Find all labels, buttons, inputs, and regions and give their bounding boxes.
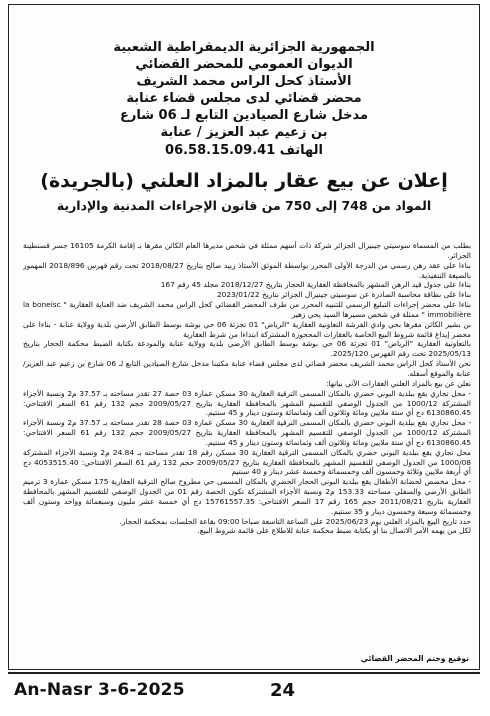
notice-page (8, 4, 480, 670)
letterhead (9, 39, 479, 158)
body-paragraph: بناءا على بطاقة محاسبة الصادرة عن سوسيتي جينيرال الجزائر بتاريخ 2023/01/22 (216, 290, 471, 300)
notice-title: إعلان عن بيع عقار بالمزاد العلني (بالجريدة) (40, 170, 448, 192)
body-paragraph: بطلب من المسماة سوسيتي جينيرال الجزائر شركة ذات أسهم ممثلة في شخص مديرها العام الكائن مقرها بـ إقامة الكرمة 16105 جسر قسنطينة الجزائر. (23, 241, 471, 260)
body-paragraph: نعلن عن بيع بالمزاد العلني العقارات الآتي بيانها: (325, 378, 471, 388)
body-paragraph: - محل تجاري يقع ببلدية البوني حضري بالمكان المسمى الترقية العقارية 30 مسكن عمارة 03 حصة 28 تقدر مساحته بـ 37.57 م2 ونسبة الأجزاء المشتركة 1000/12 من الجدول الوصفي للتقسيم المشهر بالمحافظة العقارية بتاريخ 2009/05/27 حجم 132 رقم 61 السعر الافتتاحي: 6130860.45 دج أي ستة ملايين ومائة وثلاثون ألف وثمانمائة وستون دينار و 45 سنتيم. (23, 418, 471, 447)
notice-subtitle: المواد من 748 إلى 750 من قانون الإجراءات المدنية والإدارية (56, 198, 432, 213)
court-line: محضر قضائي لدى مجلس قضاء عنابة (126, 91, 362, 106)
office-line: الديوان العمومي للمحضر القضائي (135, 57, 353, 72)
body-paragraph: حدد تاريخ البيع بالمزاد العلني يوم 2025/06/23 على الساعة التاسعة صباحا 09:00 بقاعة الجلسات بمحكمة الحجار. (119, 516, 471, 526)
body-paragraph: بناءا على محضر إجراءات التبليغ الرسمي للتنبيه المحرر من طرف المحضر القضائي كحل الراس محمد الشريف ضد العناية العقارية " la boneisc immobilière " ممثلة في شخص مسيرها السيد يحي زهير (23, 300, 471, 319)
bailiff-name: الأستاذ كحل الراس محمد الشريف (136, 74, 352, 89)
phone-number: الهاتف 06.58.15.09.41 (165, 143, 323, 158)
page-footer (8, 672, 480, 712)
notice-body (23, 241, 471, 655)
signature-line: توقيع وختم المحضر القضائي (360, 654, 469, 663)
body-paragraph: نحن الأستاذ كحل الراس محمد الشريف محضر قضائي لدى مجلس قضاء عنابة مكتبنا مدخل شارع الصيادين التابع لـ 06 شارع بن زعيم عبد العزيز/ عنابة والموقع أسفله. (23, 359, 471, 378)
body-paragraph: بناءا على عقد رهن رسمي من الدرجة الأولى المحرر بواسطة الموثق الأستاذ زبيد صالح بتاريخ 2018/08/27 تحت رقم فهرس 2018/896 المهمور بالصيغة التنفيذية. (23, 260, 471, 280)
body-paragraph: محل تجاري يقع ببلدية البوني حضري بالمكان المسمى الترقية العقارية 30 مسكن رقم 18 تقدر مساحته بـ 24.84 م2 ونسبة الأجزاء المشتركة 1000/08 من الجدول الوصفي للتقسيم المشهر بالمحافظة العقارية بتاريخ 2009/05/27 حجم 132 رقم 61 السعر الافتتاحي: 4053515.40 دج أي أربعة ملايين وثلاثة وخمسون ألف وخمسمائة وخمسة عشر دينار و 40 سنتيم (23, 447, 471, 477)
body-paragraph: - محل مخصص لحضانة الأطفال يقع ببلدية البوني الحجار الحضري بالمكان المسمى حي مطروح صالح الترقية العقارية 175 مسكن عمارة 3 ترميم الطابق الأرضي والسفلي مساحته 153.33 م2 ونسبة الأجزاء المشتركة تكون الحصة رقم 01 من الجدول الوصفي للتقسيم المشهر بالمحافظة العقارية بتاريخ 2011/08/21 حجم 165 رقم 17 السعر الافتتاحي: 15761557.35 دج أي خمسة عشر مليون وسبعمائة وواحد وستون ألف وخمسمائة وسبعة وخمسون دينار و 35 سنتيم. (23, 477, 471, 516)
address-line-2: بن زعيم عبد العزيز / عنابة (160, 125, 328, 140)
body-paragraph: بن بشير الكائن مقرها بحي وادي الفرشة التعاونية العقارية "الرياض" 01 تجزئة 06 حي بوشة بوسط الطابق الأرضي بلدية وولاية عنابة - بناءا على محضر إيداع قائمة شروط البيع الخاصة بالعقارات المحجوزة المشتركة ابتداءا من شرط العقارية (23, 319, 471, 339)
body-paragraph: لكل من يهمه الأمر الاتصال بنا أو بكتابة ضبط محكمة عنابة للاطلاع على قائمة شروط البيع. (197, 526, 471, 536)
body-paragraph: بالتعاونية العقارية "الرياض" 01 تجزئة 06 حي بوشة بوسط الطابق الأرضي بلدية وولاية عنابة والمودعة بكتابة الضبط محكمة الحجار بتاريخ 2025/05/13 تحت رقم الفهرس 2025/120. (23, 339, 471, 359)
body-paragraph: - محل تجاري يقع ببلدية البوني حضري بالمكان المسمى الترقية العقارية 30 مسكن عمارة 03 حصة 27 تقدر مساحته بـ 37.57 م2 ونسبة الأجزاء المشتركة 1000/12 من الجدول الوصفي للتقسيم المشهر بالمحافظة العقارية بتاريخ 2009/05/27 حجم 132 رقم 61 السعر الافتتاحي: 6130860.45 دج أي ستة ملايين ومائة وثلاثون ألف وثمانمائة وستون دينار و 45 سنتيم. (23, 388, 471, 418)
body-paragraph: بناءا على جدول قيد الرهن المشهر بالمحافظة العقارية الحجار بتاريخ 2018/12/27 مجلد 45 رقم 167 (160, 280, 471, 290)
address-line-1: مدخل شارع الصيادين التابع لـ 06 شارع (119, 108, 369, 123)
page-number: 24 (270, 680, 296, 701)
publication-label: An-Nasr 3-6-2025 (14, 680, 185, 700)
republic-line: الجمهورية الجزائرية الديمقراطية الشعبية (113, 40, 375, 55)
